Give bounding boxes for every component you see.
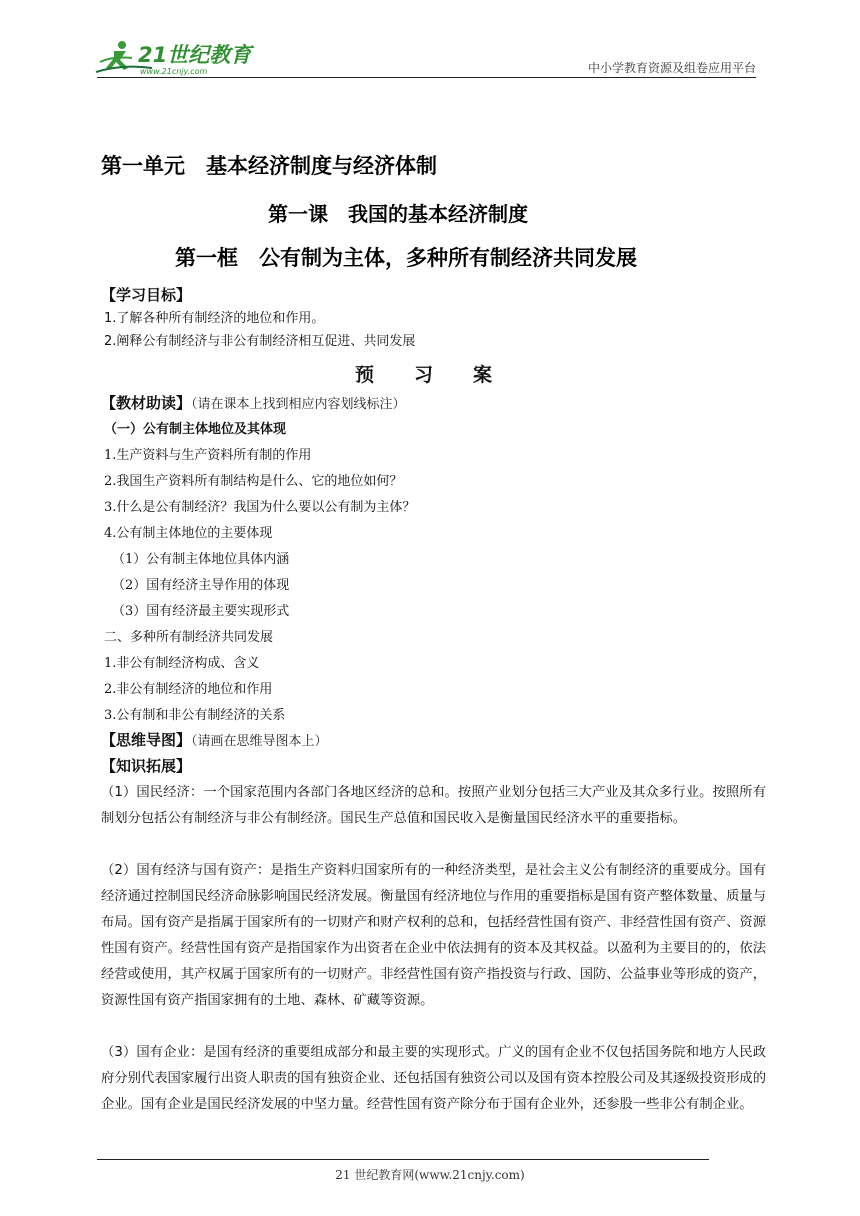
goal-item: 1.了解各种所有制经济的地位和作用。 xyxy=(104,311,325,326)
expand-paragraph: （1）国民经济：一个国家范围内各部门各地区经济的总和。按照产业划分包括三大产业及其众多行业。按照所有制划分包括公有制经济与非公有制经济。国民生产总值和国民收入是衡量国民经济水平的重要指标。 xyxy=(101,785,766,826)
svg-text:21世纪教育: 21世纪教育 xyxy=(138,43,252,67)
logo xyxy=(92,38,262,78)
footer-divider xyxy=(97,1159,709,1160)
frame-title: 第一框 公有制为主体，多种所有制经济共同发展 xyxy=(175,246,637,270)
reading-item: 1.非公有制经济构成、含义 xyxy=(104,656,260,671)
reading-item: （1）公有制主体地位具体内涵 xyxy=(112,552,290,567)
expand-paragraph: （2）国有经济与国有资产：是指生产资料归国家所有的一种经济类型，是社会主义公有制经济的重要成分。国有经济通过控制国民经济命脉影响国民经济发展。衡量国有经济地位与作用的重要指标是国有资产整体数量、质量与布局。国有资产是指属于国家所有的一切财产和财产权利的总和，包括经营性国有资产、非经营性国有资产、资源性国有资产。经营性国有资产是指国家作为出资者在企业中依法拥有的资本及其权益。以盈利为主要目的的，依法经营或使用，其产权属于国家所有的一切财产。非经营性国有资产指投资与行政、国防、公益事业等形成的资产，资源性国有资产指国家拥有的土地、森林、矿藏等资源。 xyxy=(101,863,766,1008)
platform-label: 中小学教育资源及组卷应用平台 xyxy=(587,61,756,75)
preview-title: 预习案 xyxy=(355,364,533,386)
reading-note: （请在课本上找到相应内容划线标注） xyxy=(191,397,406,412)
reading-item: 1.生产资料与生产资料所有制的作用 xyxy=(104,448,312,463)
reading-heading-label: 【教材助读】 xyxy=(101,394,192,412)
runner-logo-icon xyxy=(92,38,262,78)
reading-item: （2）国有经济主导作用的体现 xyxy=(112,578,290,593)
reading-item: 3.公有制和非公有制经济的关系 xyxy=(104,708,286,723)
goals-heading: 【学习目标】 xyxy=(101,286,192,304)
lesson-title: 第一课 我国的基本经济制度 xyxy=(268,202,528,226)
reading-item: 2.我国生产资料所有制结构是什么、它的地位如何？ xyxy=(104,474,403,489)
reading-heading xyxy=(101,392,406,413)
reading-item: （3）国有经济最主要实现形式 xyxy=(112,604,290,619)
expand-paragraph: （3）国有企业：是国有经济的重要组成部分和最主要的实现形式。广义的国有企业不仅包括国务院和地方人民政府分别代表国家履行出资人职责的国有独资企业、还包括国有独资公司以及国有资本控股公司及其逐级投资形成的企业。国有企业是国民经济发展的中坚力量。经营性国有资产除分布于国有企业外，还参股一些非公有制企业。 xyxy=(101,1045,766,1112)
mindmap-note: （请画在思维导图本上） xyxy=(191,734,328,749)
page-header xyxy=(92,38,756,80)
goal-item: 2.阐释公有制经济与非公有制经济相互促进、共同发展 xyxy=(104,334,416,349)
reading-subheading-1: （一）公有制主体地位及其体现 xyxy=(104,422,287,437)
page-footer: 21 世纪教育网(www.21cnjy.com) xyxy=(335,1168,525,1182)
reading-item: 4.公有制主体地位的主要体现 xyxy=(104,526,273,541)
reading-subheading-2: 二、多种所有制经济共同发展 xyxy=(104,630,274,645)
svg-text:www.21cnjy.com: www.21cnjy.com xyxy=(140,67,208,76)
header-divider xyxy=(97,77,756,78)
reading-item: 2.非公有制经济的地位和作用 xyxy=(104,682,273,697)
unit-title: 第一单元 基本经济制度与经济体制 xyxy=(101,154,437,178)
reading-item: 3.什么是公有制经济？我国为什么要以公有制为主体？ xyxy=(104,500,416,515)
mindmap-heading xyxy=(101,729,328,750)
mindmap-heading-label: 【思维导图】 xyxy=(101,731,192,749)
expand-heading: 【知识拓展】 xyxy=(101,757,192,775)
